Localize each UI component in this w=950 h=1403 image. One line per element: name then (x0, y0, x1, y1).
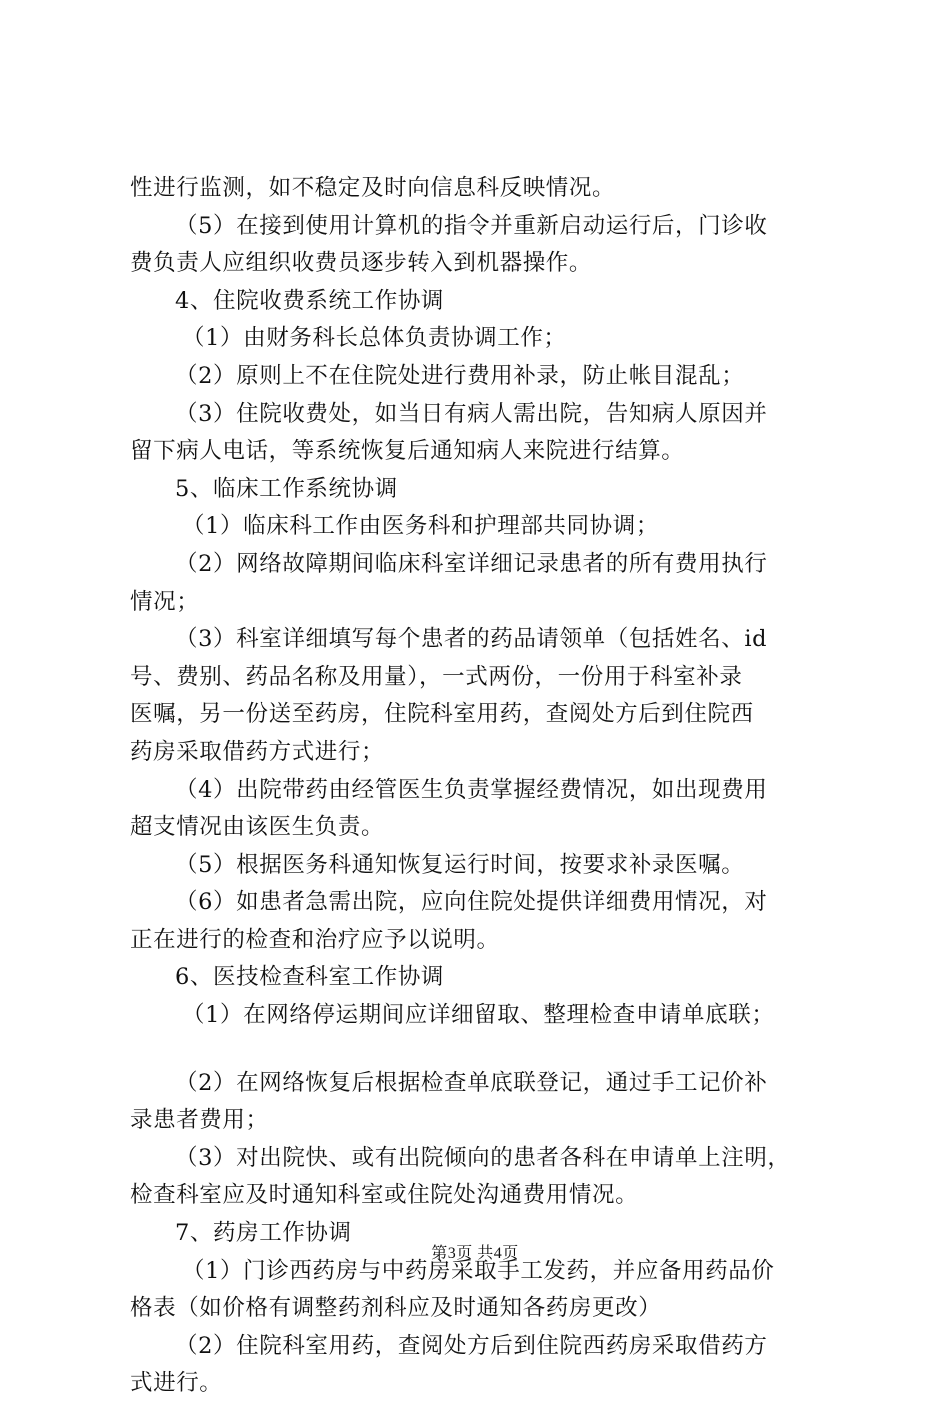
text-line: 正在进行的检查和治疗应予以说明。 (130, 926, 500, 953)
text-line: 费负责人应组织收费员逐步转入到机器操作。 (130, 250, 593, 277)
text-line: （4）出院带药由经管医生负责掌握经费情况，如出现费用 (175, 776, 768, 803)
text-line: 药房采取借药方式进行； (130, 738, 385, 765)
text-line: 号、费别、药品名称及用量），一式两份，一份用于科室补录 (130, 663, 743, 690)
blank-gap (130, 1035, 830, 1065)
text-line: （2）网络故障期间临床科室详细记录患者的所有费用执行 (175, 550, 768, 577)
text-line: （2）住院科室用药，查阅处方后到住院西药房采取借药方 (175, 1332, 768, 1359)
text-line: （1）在网络停运期间应详细留取、整理检查申请单底联； (182, 1002, 775, 1029)
text-line: （3）科室详细填写每个患者的药品请领单（包括姓名、id (175, 626, 768, 653)
section-heading: 5、临床工作系统协调 (175, 475, 398, 502)
text-line: （3）住院收费处，如当日有病人需出院，告知病人原因并 (175, 400, 768, 427)
text-line: 医嘱，另一份送至药房，住院科室用药，查阅处方后到住院西 (130, 701, 754, 728)
text-line: 超支情况由该医生负责。 (130, 814, 385, 841)
section-heading: 7、药房工作协调 (175, 1220, 352, 1247)
text-line: 情况； (130, 588, 200, 615)
text-line: （6）如患者急需出院，应向住院处提供详细费用情况，对 (175, 889, 768, 916)
text-line: （1）由财务科长总体负责协调工作； (182, 325, 567, 352)
text-line: （5）在接到使用计算机的指令并重新启动运行后，门诊收 (175, 212, 768, 239)
text-line: 检查科室应及时通知科室或住院处沟通费用情况。 (130, 1182, 639, 1209)
text-line: （1）临床科工作由医务科和护理部共同协调； (182, 513, 659, 540)
text-line: 性进行监测，如不稳定及时向信息科反映情况。 (130, 175, 616, 201)
text-line: （2）原则上不在住院处进行费用补录，防止帐目混乱； (175, 362, 745, 389)
text-line: （2）在网络恢复后根据检查单底联登记，通过手工记价补 (175, 1069, 768, 1096)
section-heading: 6、医技检查科室工作协调 (175, 964, 445, 991)
text-line: 式进行。 (130, 1370, 223, 1397)
text-line: 格表（如价格有调整药剂科应及时通知各药房更改） (130, 1295, 662, 1322)
text-line: （1）门诊西药房与中药房采取手工发药，并应备用药品价 (182, 1257, 775, 1284)
page-number-footer: 第3页 共4页 (431, 1245, 519, 1262)
document-body (130, 170, 830, 1403)
text-line: 留下病人电话，等系统恢复后通知病人来院进行结算。 (130, 438, 685, 465)
section-heading: 4、住院收费系统工作协调 (175, 287, 445, 314)
text-line: 录患者费用； (130, 1107, 269, 1134)
text-line: （5）根据医务科通知恢复运行时间，按要求补录医嘱。 (175, 851, 745, 878)
text-line: （3）对出院快、或有出院倾向的患者各科在申请单上注明， (175, 1144, 791, 1171)
